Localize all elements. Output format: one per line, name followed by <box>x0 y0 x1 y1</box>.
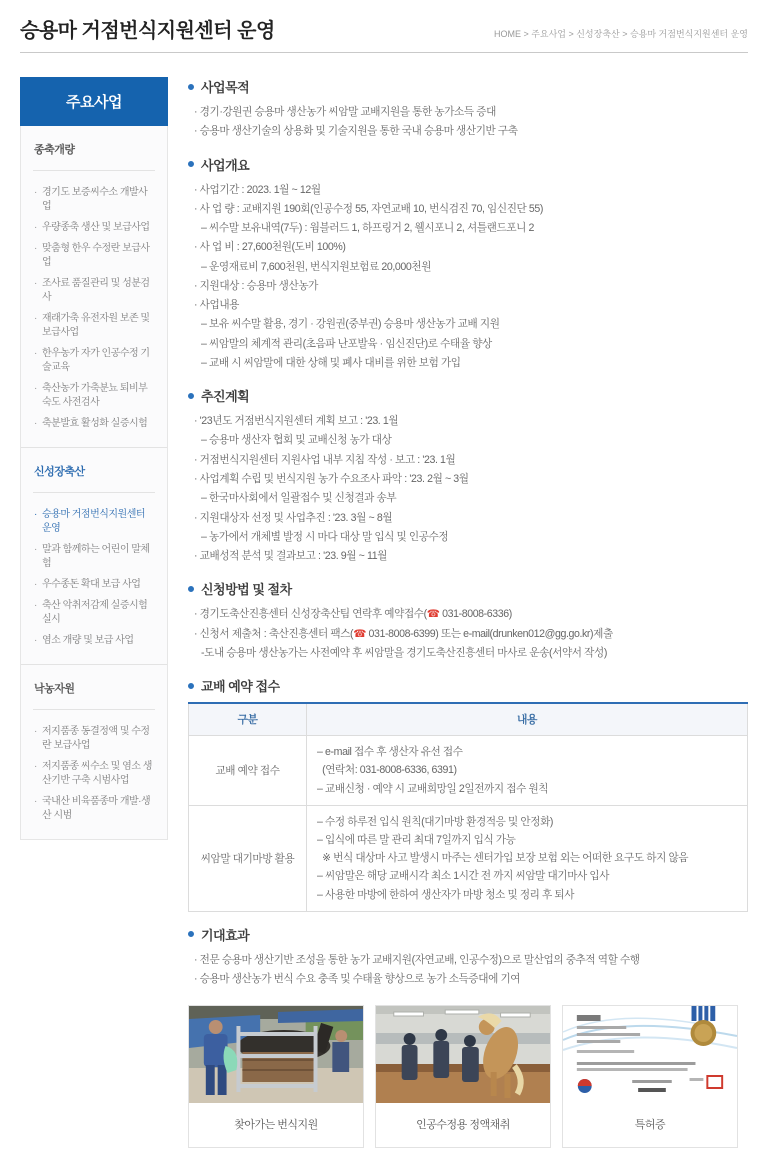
body-line: – 농가에서 개체별 발정 시 마다 대상 말 입식 및 인공수정 <box>201 530 449 543</box>
body-line: · '23년도 거점번식지원센터 계획 보고 : '23. 1월 <box>194 415 399 428</box>
table-header-detail: 내용 <box>307 703 748 736</box>
page-header <box>20 0 748 43</box>
sidebar-item[interactable]: · 저지품종 동결정액 및 수정란 보급사업 <box>33 721 155 756</box>
body-line: – 승용마 생산자 협회 및 교배신청 농가 대상 <box>201 434 392 447</box>
section-effects <box>188 925 748 990</box>
table-row <box>189 805 748 911</box>
body-line: · 교배성적 분석 및 결과보고 : '23. 9월 ~ 11월 <box>194 550 388 563</box>
phone-icon: ☎ <box>426 608 440 621</box>
body-line: · 사업내용 <box>194 299 240 312</box>
gallery-card-patent <box>562 1005 738 1148</box>
section-reservation <box>188 676 748 912</box>
body-line: · 사업기간 : 2023. 1월 ~ 12월 <box>194 183 321 196</box>
section-heading: 교배 예약 접수 <box>201 679 280 695</box>
body-line: · 거점번식지원센터 지원사업 내부 지침 작성 · 보고 : '23. 1월 <box>194 453 456 466</box>
section-bullet-icon <box>188 683 194 689</box>
sidebar-item[interactable]: · 축산 악취저감제 실증시험 실시 <box>33 595 155 630</box>
sidebar-item[interactable]: · 우수종돈 확대 보급 사업 <box>33 574 155 595</box>
header-divider <box>20 52 748 53</box>
section-heading: 신청방법 및 절차 <box>201 582 292 598</box>
section-heading: 추진계획 <box>201 389 250 405</box>
section-heading: 기대효과 <box>201 927 250 943</box>
fax-phone-icon: ☎ <box>353 627 366 640</box>
section-apply <box>188 579 748 663</box>
table-header-category: 구분 <box>189 703 307 736</box>
sidebar-item[interactable]: · 한우농가 자가 인공수정 기술교육 <box>33 343 155 378</box>
body-line: · 승용마 생산농가 번식 수요 충족 및 수태율 향상으로 농가 소득증대에 기여 <box>194 973 521 986</box>
breeding-support-photo <box>189 1006 363 1103</box>
section-plan <box>188 386 748 566</box>
semen-collection-photo <box>376 1006 550 1103</box>
body-line: – 교배 시 씨암말에 대한 상해 및 폐사 대비를 위한 보험 가입 <box>201 356 461 369</box>
sidebar-section-dairy-resources <box>21 664 167 839</box>
body-line: · 경기·강원권 승용마 생산농가 씨암말 교배지원을 통한 농가소득 증대 <box>194 106 496 118</box>
reservation-table <box>188 702 748 912</box>
breadcrumb[interactable]: HOME > 주요사업 > 신성장축산 > 승용마 거점번식지원센터 운영 <box>493 29 748 39</box>
sidebar-item[interactable]: · 축산농가 가축분뇨 퇴비부숙도 사전검사 <box>33 378 155 413</box>
sidebar-item[interactable]: · 재래가축 유전자원 보존 및 보급사업 <box>33 308 155 343</box>
sidebar-item[interactable]: · 경기도 보증씨수소 개발사업 <box>33 182 155 217</box>
row-label: 교배 예약 접수 <box>189 736 307 806</box>
sidebar-item[interactable]: · 국내산 비육품종마 개발·생산 시범 <box>33 791 155 826</box>
sidebar-item[interactable]: · 우량종축 생산 및 보급사업 <box>33 217 155 238</box>
row-detail: – 수정 하루전 입식 원칙(대기마방 환경적응 및 안정화) – 입식에 따른 말 관리 최대 7일까지 입식 가능 ※ 번식 대상마 사고 발생시 마주는 센터가입 보장 보험 외는 어떠한 요구도 하지 않음 – 씨암말은 해당 교배시각 최소 1시간 전 까지 씨암말 대기마사 입사 – 사용한 마방에 한하여 생산자가 마방 청소 및 정리 후 퇴사 <box>307 805 748 911</box>
page-title: 승용마 거점번식지원센터 운영 <box>20 20 275 42</box>
sidebar-body <box>20 126 168 840</box>
section-bullet-icon <box>188 393 194 399</box>
body-line: -도내 승용마 생산농가는 사전예약 후 씨암말을 경기도축산진흥센터 마사로 운송(서약서 작성) <box>201 646 607 659</box>
sidebar-section-breeding-improvement <box>21 126 167 447</box>
sidebar-item[interactable]: · 말과 함께하는 어린이 말체험 <box>33 539 155 574</box>
sidebar-item-current-page[interactable]: · 승용마 거점번식지원센터 운영 <box>33 504 155 539</box>
sidebar-item[interactable]: · 염소 개량 및 보급 사업 <box>33 630 155 651</box>
gallery-card-breeding-support <box>188 1005 364 1148</box>
sidebar-item[interactable]: · 저지품종 씨수소 및 염소 생산기반 구축 시범사업 <box>33 756 155 791</box>
photo-caption: 인공수정용 정액채취 <box>416 1119 510 1132</box>
section-bullet-icon <box>188 931 194 937</box>
sidebar-item[interactable]: · 맞춤형 한우 수정란 보급사업 <box>33 238 155 273</box>
section-heading: 사업목적 <box>201 80 250 95</box>
body-line: · 사 업 량 : 교배지원 190회(인공수정 55, 자연교배 10, 번식검진 70, 임신진단 55) <box>194 202 544 215</box>
sidebar-section-label: 낙농자원 <box>33 665 155 710</box>
photo-gallery <box>188 1005 748 1148</box>
gallery-card-semen-collection <box>375 1005 551 1148</box>
body-line: · 지원대상 : 승용마 생산농가 <box>194 279 319 292</box>
patent-certificate-image <box>563 1006 737 1103</box>
main-content <box>188 77 748 1158</box>
body-line: – 운영재료비 7,600천원, 번식지원보험료 20,000천원 <box>201 260 432 273</box>
body-line: – 씨수말 보유내역(7두) : 웜블러드 1, 하프링거 2, 웰시포니 2, 셔틀랜드포니 2 <box>201 222 535 235</box>
body-line: · 신청서 제출처 : 축산진흥센터 팩스(☎ 031-8008-6399) 또는 e-mail(drunken012@gg.go.kr)제출 <box>194 627 613 640</box>
sidebar-item[interactable]: · 조사료 품질관리 및 성분검사 <box>33 273 155 308</box>
section-heading: 사업개요 <box>201 157 250 173</box>
row-label: 씨암말 대기마방 활용 <box>189 805 307 911</box>
sidebar-section-label: 종축개량 <box>33 126 155 171</box>
sidebar-section-label: 신성장축산 <box>33 448 155 493</box>
photo-caption: 특허증 <box>634 1119 666 1132</box>
body-line: · 전문 승용마 생산기반 조성을 통한 농가 교배지원(자연교배, 인공수정)으로 말산업의 중추적 역할 수행 <box>194 953 640 966</box>
body-line: – 보유 씨수말 활용, 경기 · 강원권(중부권) 승용마 생산농가 교배 지원 <box>201 318 500 331</box>
sidebar-title: 주요사업 <box>20 77 168 126</box>
section-bullet-icon <box>188 586 194 592</box>
body-line: – 한국마사회에서 일괄접수 및 신청결과 송부 <box>201 492 397 505</box>
body-line: · 지원대상자 선정 및 사업추진 : '23. 3월 ~ 8월 <box>194 511 393 524</box>
body-line: · 사 업 비 : 27,600천원(도비 100%) <box>194 241 346 254</box>
body-line: · 사업계획 수립 및 번식지원 농가 수요조사 파악 : '23. 2월 ~ 3월 <box>194 472 469 485</box>
body-line: · 승용마 생산기술의 상용화 및 기술지원을 통한 국내 승용마 생산기반 구축 <box>194 125 518 138</box>
sidebar-section-new-growth-livestock <box>21 447 167 664</box>
body-line: – 씨암말의 체계적 관리(초음파 난포발육 · 임신진단)로 수태율 향상 <box>201 337 492 350</box>
section-bullet-icon <box>188 84 194 90</box>
section-purpose <box>188 77 748 142</box>
sidebar <box>20 77 168 840</box>
section-bullet-icon <box>188 161 194 167</box>
table-row <box>189 736 748 806</box>
body-line: · 경기도축산진흥센터 신성장축산팀 연락후 예약접수(☎ 031-8008-6336) <box>194 608 512 621</box>
section-overview <box>188 155 748 374</box>
photo-caption: 찾아가는 번식지원 <box>234 1119 318 1132</box>
row-detail: – e-mail 접수 후 생산자 유선 접수 (연락처: 031-8008-6336, 6391) – 교배신청 · 예약 시 교배희망일 2일전까지 접수 원칙 <box>307 736 748 806</box>
sidebar-item[interactable]: · 축분발효 활성화 실증시험 <box>33 413 155 434</box>
